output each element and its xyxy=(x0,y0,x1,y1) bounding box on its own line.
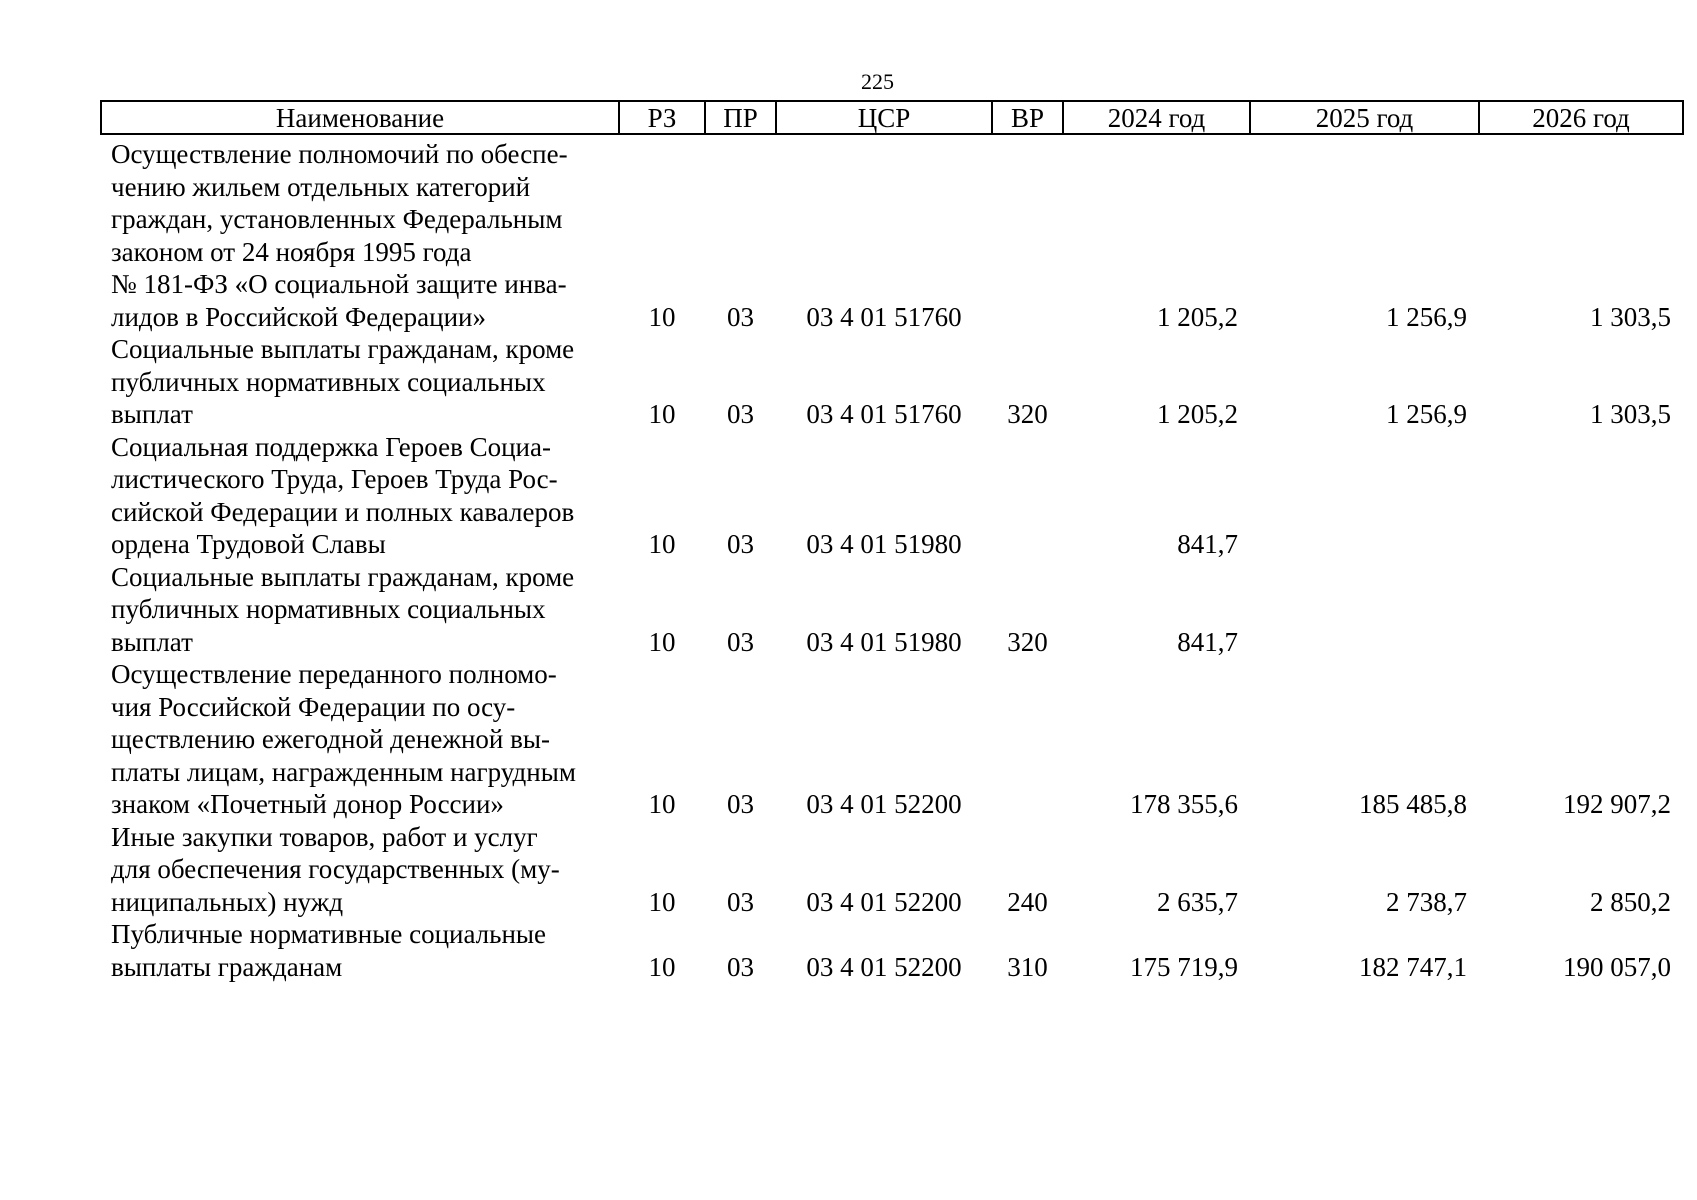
name-line: листического Труда, Героев Труда Рос- xyxy=(111,464,558,494)
table-row xyxy=(101,658,1683,821)
name-line: выплаты гражданам xyxy=(111,951,343,982)
name-line: лидов в Российской Федерации» xyxy=(111,301,486,332)
name-line: чению жильем отдельных категорий xyxy=(111,171,531,202)
table-row xyxy=(101,431,1683,561)
cell-2025: 182 747,1 xyxy=(1359,951,1467,982)
cell-csr: 03 4 01 52200 xyxy=(806,886,962,917)
name-line: Публичные нормативные социальные xyxy=(111,919,547,949)
cell-vr: 320 xyxy=(1007,399,1048,429)
name-line: Иные закупки товаров, работ и услуг xyxy=(111,821,538,852)
cell-rz: 10 xyxy=(648,886,676,917)
name-line: № 181-ФЗ «О социальной защите инва- xyxy=(111,269,567,299)
header-rz: РЗ xyxy=(619,101,705,134)
table-row xyxy=(101,821,1683,919)
cell-2025: 1 256,9 xyxy=(1386,301,1467,332)
name-line: сийской Федерации и полных кавалеров xyxy=(111,496,575,527)
cell-csr: 03 4 01 51760 xyxy=(806,399,962,429)
cell-vr xyxy=(992,134,1063,333)
table-body xyxy=(101,134,1683,983)
cell-pr: 03 xyxy=(727,529,754,559)
header-vr: ВР xyxy=(992,101,1063,134)
name-line: выплат xyxy=(111,399,193,429)
cell-name xyxy=(101,333,619,431)
cell-pr: 03 xyxy=(727,301,754,332)
cell-vr xyxy=(992,431,1063,561)
table-row xyxy=(101,333,1683,431)
cell-name xyxy=(101,134,619,333)
cell-2025: 1 256,9 xyxy=(1386,399,1467,429)
table-row xyxy=(101,561,1683,659)
name-line: выплат xyxy=(111,626,193,657)
cell-pr: 03 xyxy=(727,886,754,917)
cell-csr: 03 4 01 51980 xyxy=(806,626,962,657)
name-line: Социальная поддержка Героев Социа- xyxy=(111,431,551,462)
cell-csr: 03 4 01 51760 xyxy=(806,301,962,332)
table-row xyxy=(101,134,1683,333)
table-header xyxy=(101,101,1683,134)
cell-2024: 1 205,2 xyxy=(1157,399,1238,429)
name-line: публичных нормативных социальных xyxy=(111,366,546,397)
cell-rz: 10 xyxy=(648,626,676,657)
cell-2024: 178 355,6 xyxy=(1130,789,1238,819)
cell-vr: 240 xyxy=(1007,886,1048,917)
cell-pr: 03 xyxy=(727,399,754,429)
name-line: законом от 24 ноября 1995 года xyxy=(111,236,472,267)
name-line: ордена Трудовой Славы xyxy=(111,529,386,559)
cell-2024: 841,7 xyxy=(1177,529,1238,559)
cell-2025 xyxy=(1250,431,1479,561)
cell-pr: 03 xyxy=(727,789,754,819)
header-row xyxy=(101,101,1683,134)
cell-vr: 320 xyxy=(1007,626,1048,657)
cell-name xyxy=(101,918,619,983)
header-2024: 2024 год xyxy=(1063,101,1250,134)
name-line: граждан, установленных Федеральным xyxy=(111,204,563,234)
page-number: 225 xyxy=(861,69,894,94)
cell-vr: 310 xyxy=(1007,951,1048,982)
name-line: для обеспечения государственных (му- xyxy=(111,854,560,884)
cell-rz: 10 xyxy=(648,951,676,982)
cell-2026: 1 303,5 xyxy=(1590,301,1671,332)
header-pr: ПР xyxy=(705,101,776,134)
name-line: ществлению ежегодной денежной вы- xyxy=(111,724,551,754)
cell-csr: 03 4 01 52200 xyxy=(806,789,962,819)
cell-2025: 2 738,7 xyxy=(1386,886,1467,917)
name-line: Социальные выплаты гражданам, кроме xyxy=(111,561,575,592)
name-line: ниципальных) нужд xyxy=(111,886,344,917)
cell-name xyxy=(101,658,619,821)
cell-vr xyxy=(992,658,1063,821)
cell-name xyxy=(101,821,619,919)
cell-rz: 10 xyxy=(648,301,676,332)
cell-rz: 10 xyxy=(648,789,676,819)
cell-2026 xyxy=(1479,561,1683,659)
cell-2026 xyxy=(1479,431,1683,561)
cell-2026: 190 057,0 xyxy=(1563,951,1671,982)
cell-2024: 175 719,9 xyxy=(1130,951,1238,982)
header-2026: 2026 год xyxy=(1479,101,1683,134)
cell-2024: 841,7 xyxy=(1177,626,1238,657)
name-line: публичных нормативных социальных xyxy=(111,594,546,624)
cell-2024: 2 635,7 xyxy=(1157,886,1238,917)
header-csr: ЦСР xyxy=(776,101,992,134)
header-2025: 2025 год xyxy=(1250,101,1479,134)
cell-rz: 10 xyxy=(648,399,676,429)
name-line: Осуществление полномочий по обеспе- xyxy=(111,139,568,169)
cell-name xyxy=(101,431,619,561)
cell-2026: 1 303,5 xyxy=(1590,399,1671,429)
cell-2025 xyxy=(1250,561,1479,659)
name-line: знаком «Почетный донор России» xyxy=(111,789,504,819)
cell-2024: 1 205,2 xyxy=(1157,301,1238,332)
budget-table xyxy=(100,100,1684,983)
name-line: чия Российской Федерации по осу- xyxy=(111,691,516,722)
cell-2026: 192 907,2 xyxy=(1563,789,1671,819)
cell-csr: 03 4 01 51980 xyxy=(806,529,962,559)
name-line: Социальные выплаты гражданам, кроме xyxy=(111,334,575,364)
cell-2026: 2 850,2 xyxy=(1590,886,1671,917)
cell-pr: 03 xyxy=(727,626,754,657)
header-name: Наименование xyxy=(101,101,619,134)
name-line: платы лицам, награжденным нагрудным xyxy=(111,756,576,787)
cell-rz: 10 xyxy=(648,529,676,559)
cell-name xyxy=(101,561,619,659)
cell-2025: 185 485,8 xyxy=(1359,789,1467,819)
table-row xyxy=(101,918,1683,983)
cell-pr: 03 xyxy=(727,951,754,982)
name-line: Осуществление переданного полномо- xyxy=(111,659,557,689)
cell-csr: 03 4 01 52200 xyxy=(806,951,962,982)
